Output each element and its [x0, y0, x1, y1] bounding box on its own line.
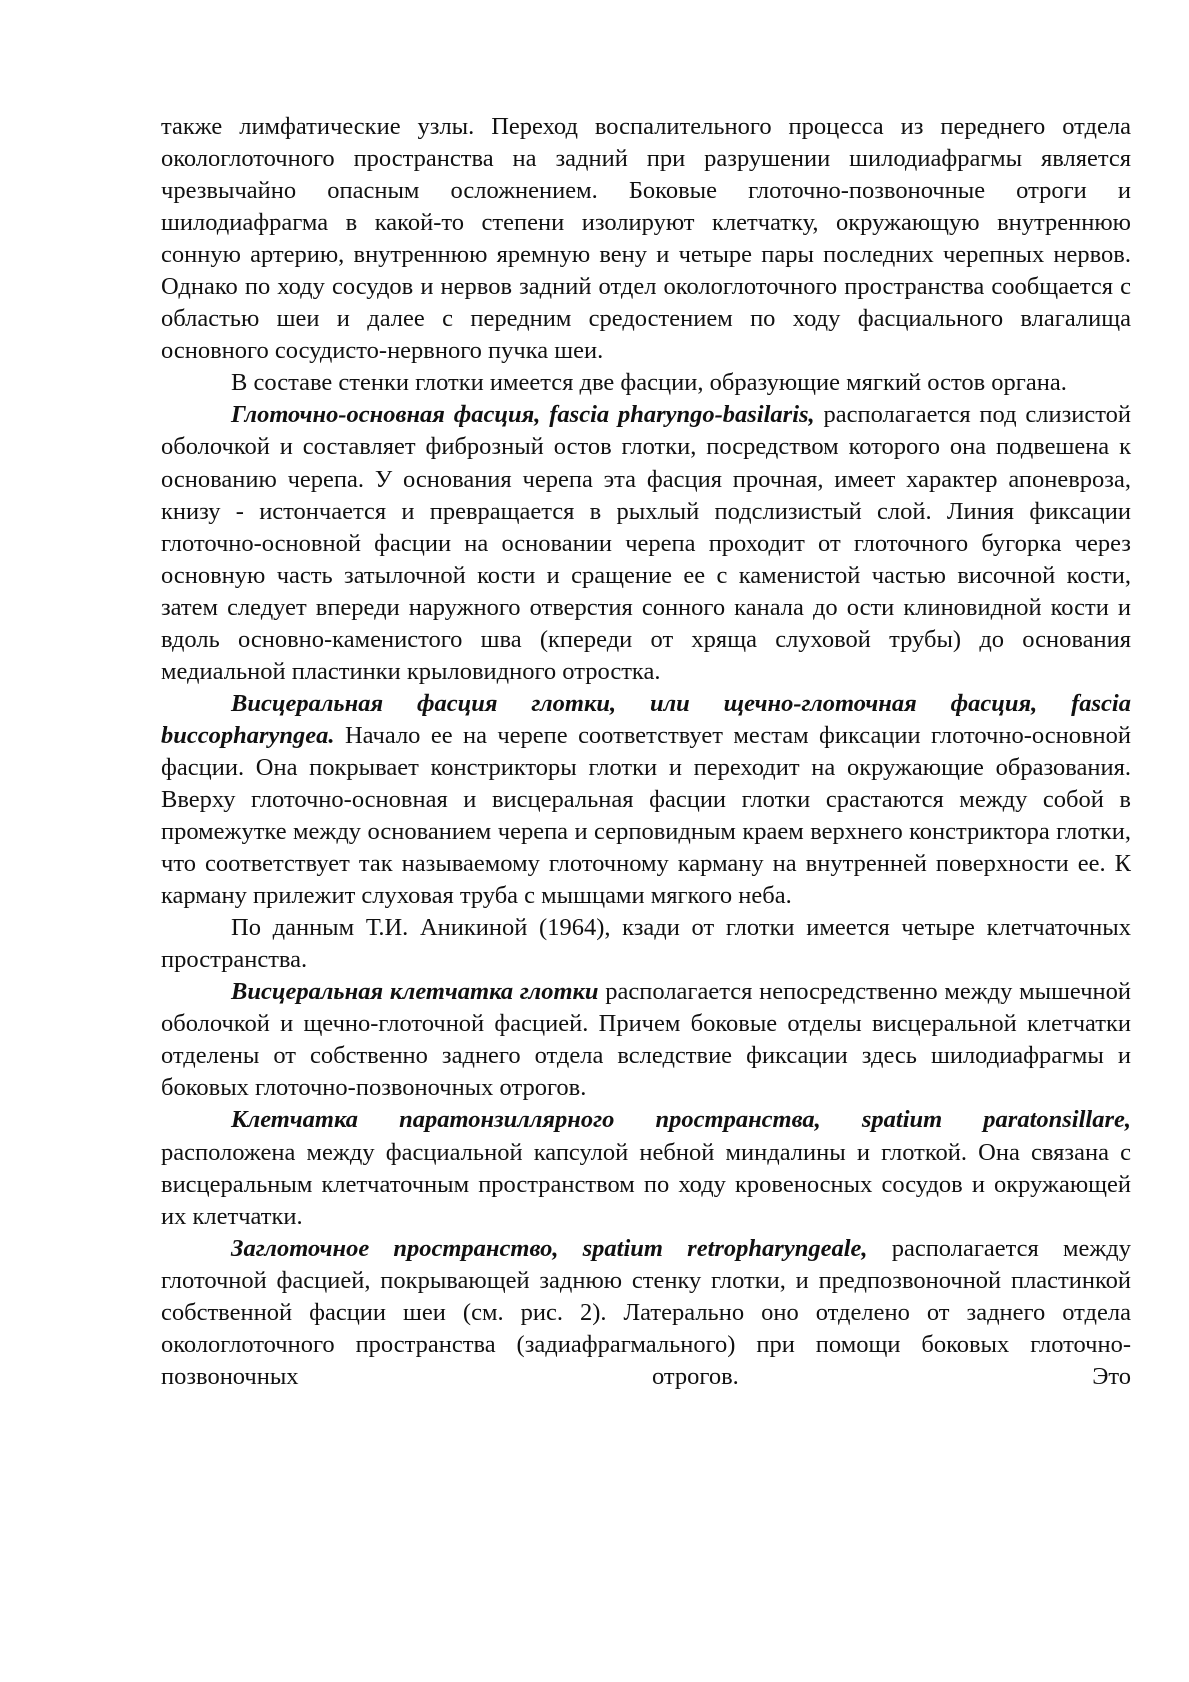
- term-pharyngobasilar-fascia: Глоточно-основная фасция, fascia pharyngo-basilaris,: [231, 401, 815, 429]
- paragraph-1: также лимфатические узлы. Переход воспалительного процесса из переднего отдела окологлоточного пространства на задний при разрушении шилодиафрагмы является чрезвычайно опасным осложнением. Боковые глоточно-позвоночные отроги и шилодиафрагма в какой-то степени изолируют клетчатку, окружающую внутреннюю сонную артерию, внутреннюю яремную вену и четыре пары последних черепных нервов. Однако по ходу сосудов и нервов задний отдел окологлоточного пространства сообщается с областью шеи и далее с передним средостением по ходу фасциального влагалища основного сосудисто-нервного пучка шеи.: [161, 113, 1131, 365]
- paragraph-4: [161, 688, 1131, 912]
- paragraph-5: По данным Т.И. Аникиной (1964), кзади от глотки имеется четыре клетчаточных пространства.: [161, 914, 1131, 974]
- paragraph-7-text: расположена между фасциальной капсулой небной миндалины и глоткой. Она связана с висцеральным клетчаточным пространством по ходу кровеносных сосудов и окружающей их клетчатки.: [161, 1138, 1131, 1230]
- paragraph-8: [161, 1233, 1131, 1393]
- paragraph-8-text: располагается между глоточной фасцией, покрывающей заднюю стенку глотки, и предпозвоночной пластинкой собственной фасции шеи (см. рис. 2). Латерально оно отделено от заднего отдела окологлоточного пространства (задиафрагмального) при помощи боковых глоточно-позвоночных отрогов. Это: [161, 1234, 1131, 1390]
- term-buccopharyngeal-fascia: Висцеральная фасция глотки, или щечно-глоточная фасция, fascia buccopharyngea.: [161, 689, 1131, 749]
- term-visceral-tissue: Висцеральная клетчатка глотки: [231, 978, 599, 1006]
- paragraph-6: [161, 976, 1131, 1104]
- paragraph-6-text: располагается непосредственно между мышечной оболочкой и щечно-глоточной фасцией. Причем боковые отделы висцеральной клетчатки отделены от собственно заднего отдела вследствие фиксации здесь шилодиафрагмы и боковых глоточно-позвоночных отрогов.: [161, 978, 1131, 1102]
- paragraph-3-text: располагается под слизистой оболочкой и составляет фиброзный остов глотки, посредством которого она подвешена к основанию черепа. У основания черепа эта фасция прочная, имеет характер апоневроза, книзу - истончается и превращается в рыхлый подслизистый слой. Линия фиксации глоточно-основной фасции на основании черепа проходит от глоточного бугорка через основную часть затылочной кости и сращение ее с каменистой частью височной кости, затем следует впереди наружного отверстия сонного канала до ости клиновидной кости и вдоль основно-каменистого шва (кпереди от хряща слуховой трубы) до основания медиальной пластинки крыловидного отростка.: [161, 401, 1132, 685]
- term-retropharyngeal-space: Заглоточное пространство, spatium retropharyngeale,: [231, 1234, 868, 1262]
- paragraph-7: [161, 1104, 1131, 1232]
- paragraph-4-text: Начало ее на черепе соответствует местам фиксации глоточно-основной фасции. Она покрывает констрикторы глотки и переходит на окружающие образования. Вверху глоточно-основная и висцеральная фасции глотки срастаются между собой в промежутке между основанием черепа и серповидным краем верхнего констриктора глотки, что соответствует так называемому глоточному карману на внутренней поверхности ее. К карману прилежит слуховая труба с мышцами мягкого неба.: [161, 721, 1131, 910]
- paragraph-3: [161, 399, 1131, 687]
- document-page: [161, 111, 1131, 1393]
- paragraph-2: В составе стенки глотки имеется две фасции, образующие мягкий остов органа.: [231, 369, 1067, 397]
- term-paratonsillar-space: Клетчатка паратонзиллярного пространства, spatium paratonsillare,: [231, 1106, 1131, 1134]
